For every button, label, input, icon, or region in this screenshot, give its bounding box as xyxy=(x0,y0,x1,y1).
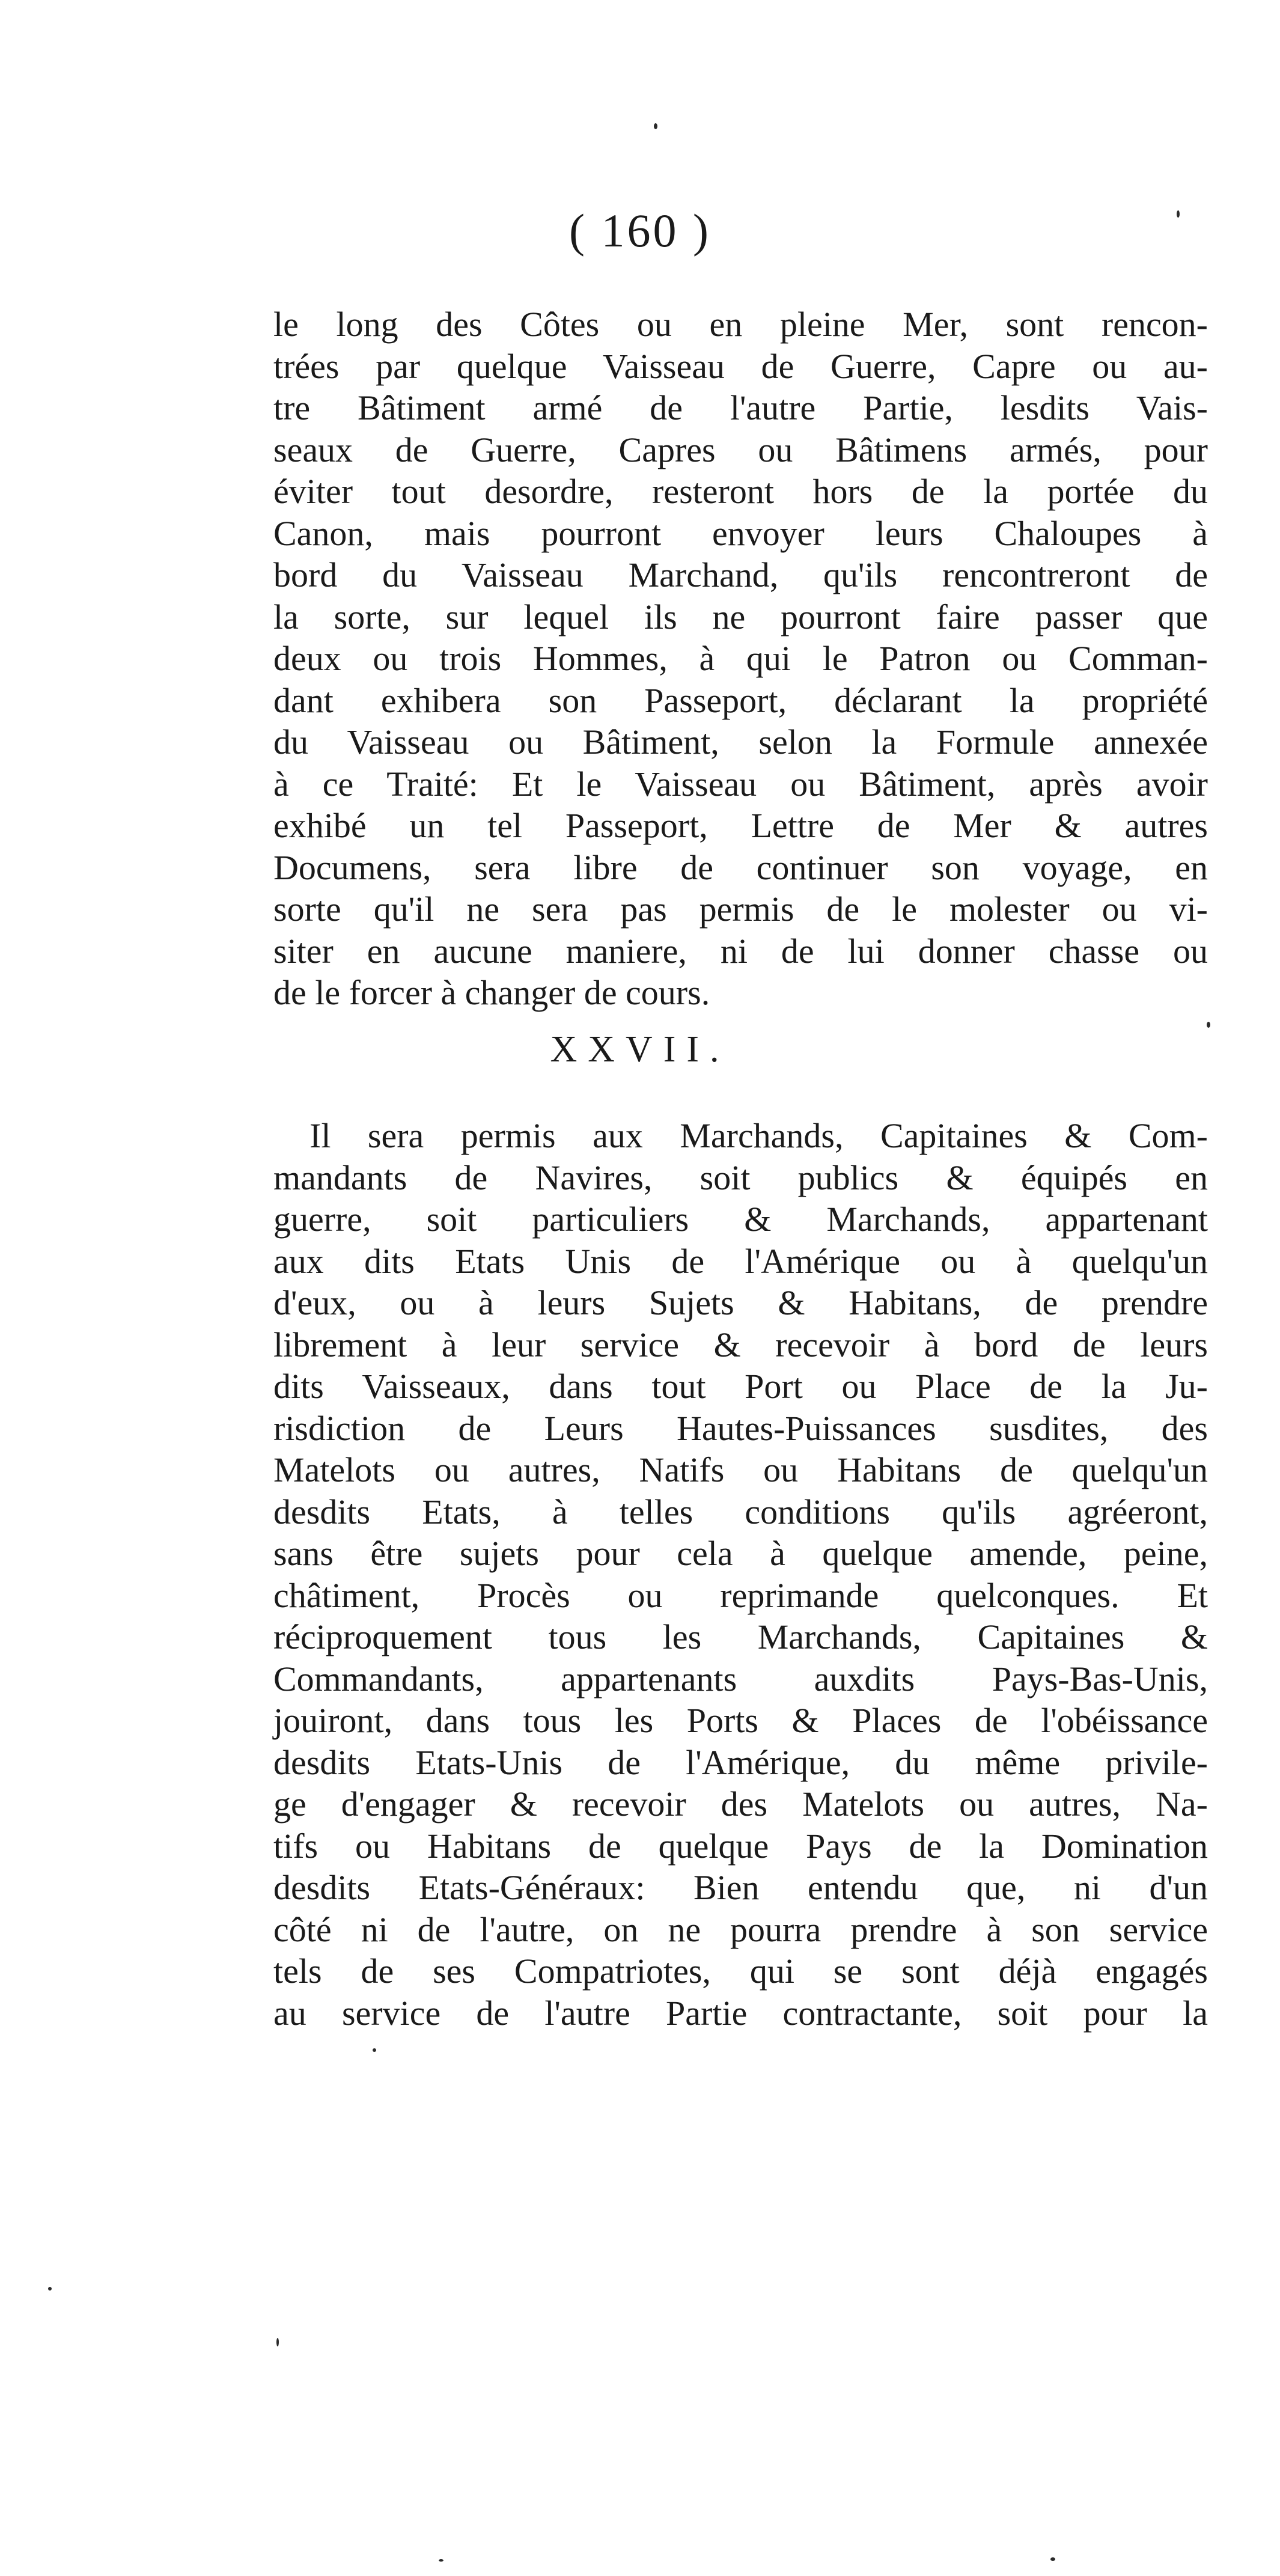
text-line: Documens, sera libre de continuer son voyage, en xyxy=(273,847,1208,887)
text-line: à ce Traité: Et le Vaisseau ou Bâtiment, après avoir xyxy=(273,764,1208,804)
text-line: jouiront, dans tous les Ports & Places de l'obéissance xyxy=(273,1701,1208,1740)
article-heading: XXVII. xyxy=(550,1029,730,1070)
text-line: aux dits Etats Unis de l'Amérique ou à quelqu'un xyxy=(273,1241,1208,1281)
scan-speck xyxy=(1207,1022,1210,1028)
text-line: desdits Etats-Généraux: Bien entendu que, ni d'un xyxy=(273,1868,1208,1907)
text-line: du Vaisseau ou Bâtiment, selon la Formule annexée xyxy=(273,722,1208,762)
scan-speck xyxy=(654,123,657,129)
text-line: tifs ou Habitans de quelque Pays de la Domination xyxy=(273,1826,1208,1866)
scan-speck xyxy=(373,2048,376,2052)
text-line: mandants de Navires, soit publics & équipés en xyxy=(273,1158,1208,1197)
scan-speck xyxy=(439,2559,443,2562)
scan-speck xyxy=(48,2287,52,2291)
text-line: seaux de Guerre, Capres ou Bâtimens armés, pour xyxy=(273,430,1208,469)
text-line: desdits Etats, à telles conditions qu'ils agréeront, xyxy=(273,1492,1208,1531)
text-line: éviter tout desordre, resteront hors de la portée du xyxy=(273,472,1208,511)
text-line: dant exhibera son Passeport, déclarant la propriété xyxy=(273,680,1208,720)
text-line: réciproquement tous les Marchands, Capitaines & xyxy=(273,1617,1208,1656)
text-line: guerre, soit particuliers & Marchands, appartenant xyxy=(273,1200,1208,1239)
text-line: dits Vaisseaux, dans tout Port ou Place de la Ju- xyxy=(273,1367,1208,1406)
text-line: d'eux, ou à leurs Sujets & Habitans, de prendre xyxy=(273,1283,1208,1322)
text-line: Matelots ou autres, Natifs ou Habitans de quelqu'un xyxy=(273,1450,1208,1489)
scan-speck xyxy=(1050,2557,1055,2561)
text-line: desdits Etats-Unis de l'Amérique, du même privile- xyxy=(273,1742,1208,1782)
text-line: librement à leur service & recevoir à bord de leurs xyxy=(273,1325,1208,1364)
article-26-continuation-paragraph xyxy=(273,304,1208,1014)
text-line: risdiction de Leurs Hautes-Puissances susdites, des xyxy=(273,1408,1208,1448)
text-line: tre Bâtiment armé de l'autre Partie, lesdits Vais- xyxy=(273,388,1208,427)
text-line: deux ou trois Hommes, à qui le Patron ou Comman- xyxy=(273,639,1208,678)
text-line: ge d'engager & recevoir des Matelots ou autres, Na- xyxy=(273,1784,1208,1824)
text-line: bord du Vaisseau Marchand, qu'ils rencontreront de xyxy=(273,555,1208,594)
text-line: sans être sujets pour cela à quelque amende, peine, xyxy=(273,1534,1208,1573)
text-line: au service de l'autre Partie contractante, soit pour la xyxy=(273,1993,1208,2033)
text-line: Il sera permis aux Marchands, Capitaines & Com- xyxy=(309,1116,1208,1155)
text-line: côté ni de l'autre, on ne pourra prendre à son service xyxy=(273,1909,1208,1949)
text-line: tels de ses Compatriotes, qui se sont déjà engagés xyxy=(273,1952,1208,1991)
text-line: exhibé un tel Passeport, Lettre de Mer & autres xyxy=(273,806,1208,845)
scan-speck xyxy=(1177,210,1180,218)
page-number: ( 160 ) xyxy=(569,204,711,257)
text-line: la sorte, sur lequel ils ne pourront faire passer que xyxy=(273,597,1208,636)
text-line: châtiment, Procès ou reprimande quelconques. Et xyxy=(273,1575,1208,1615)
scan-speck xyxy=(276,2338,279,2346)
text-line: trées par quelque Vaisseau de Guerre, Capre ou au- xyxy=(273,346,1208,386)
text-line: Canon, mais pourront envoyer leurs Chaloupes à xyxy=(273,513,1208,553)
text-line: siter en aucune maniere, ni de lui donner chasse ou xyxy=(273,931,1208,971)
text-line: Commandants, appartenants auxdits Pays-Bas-Unis, xyxy=(273,1659,1208,1699)
text-line: le long des Côtes ou en pleine Mer, sont rencon- xyxy=(273,305,1208,344)
article-27-paragraph xyxy=(273,1115,1208,2034)
text-line: de le forcer à changer de cours. xyxy=(273,973,710,1012)
text-line: sorte qu'il ne sera pas permis de le molester ou vi- xyxy=(273,890,1208,929)
